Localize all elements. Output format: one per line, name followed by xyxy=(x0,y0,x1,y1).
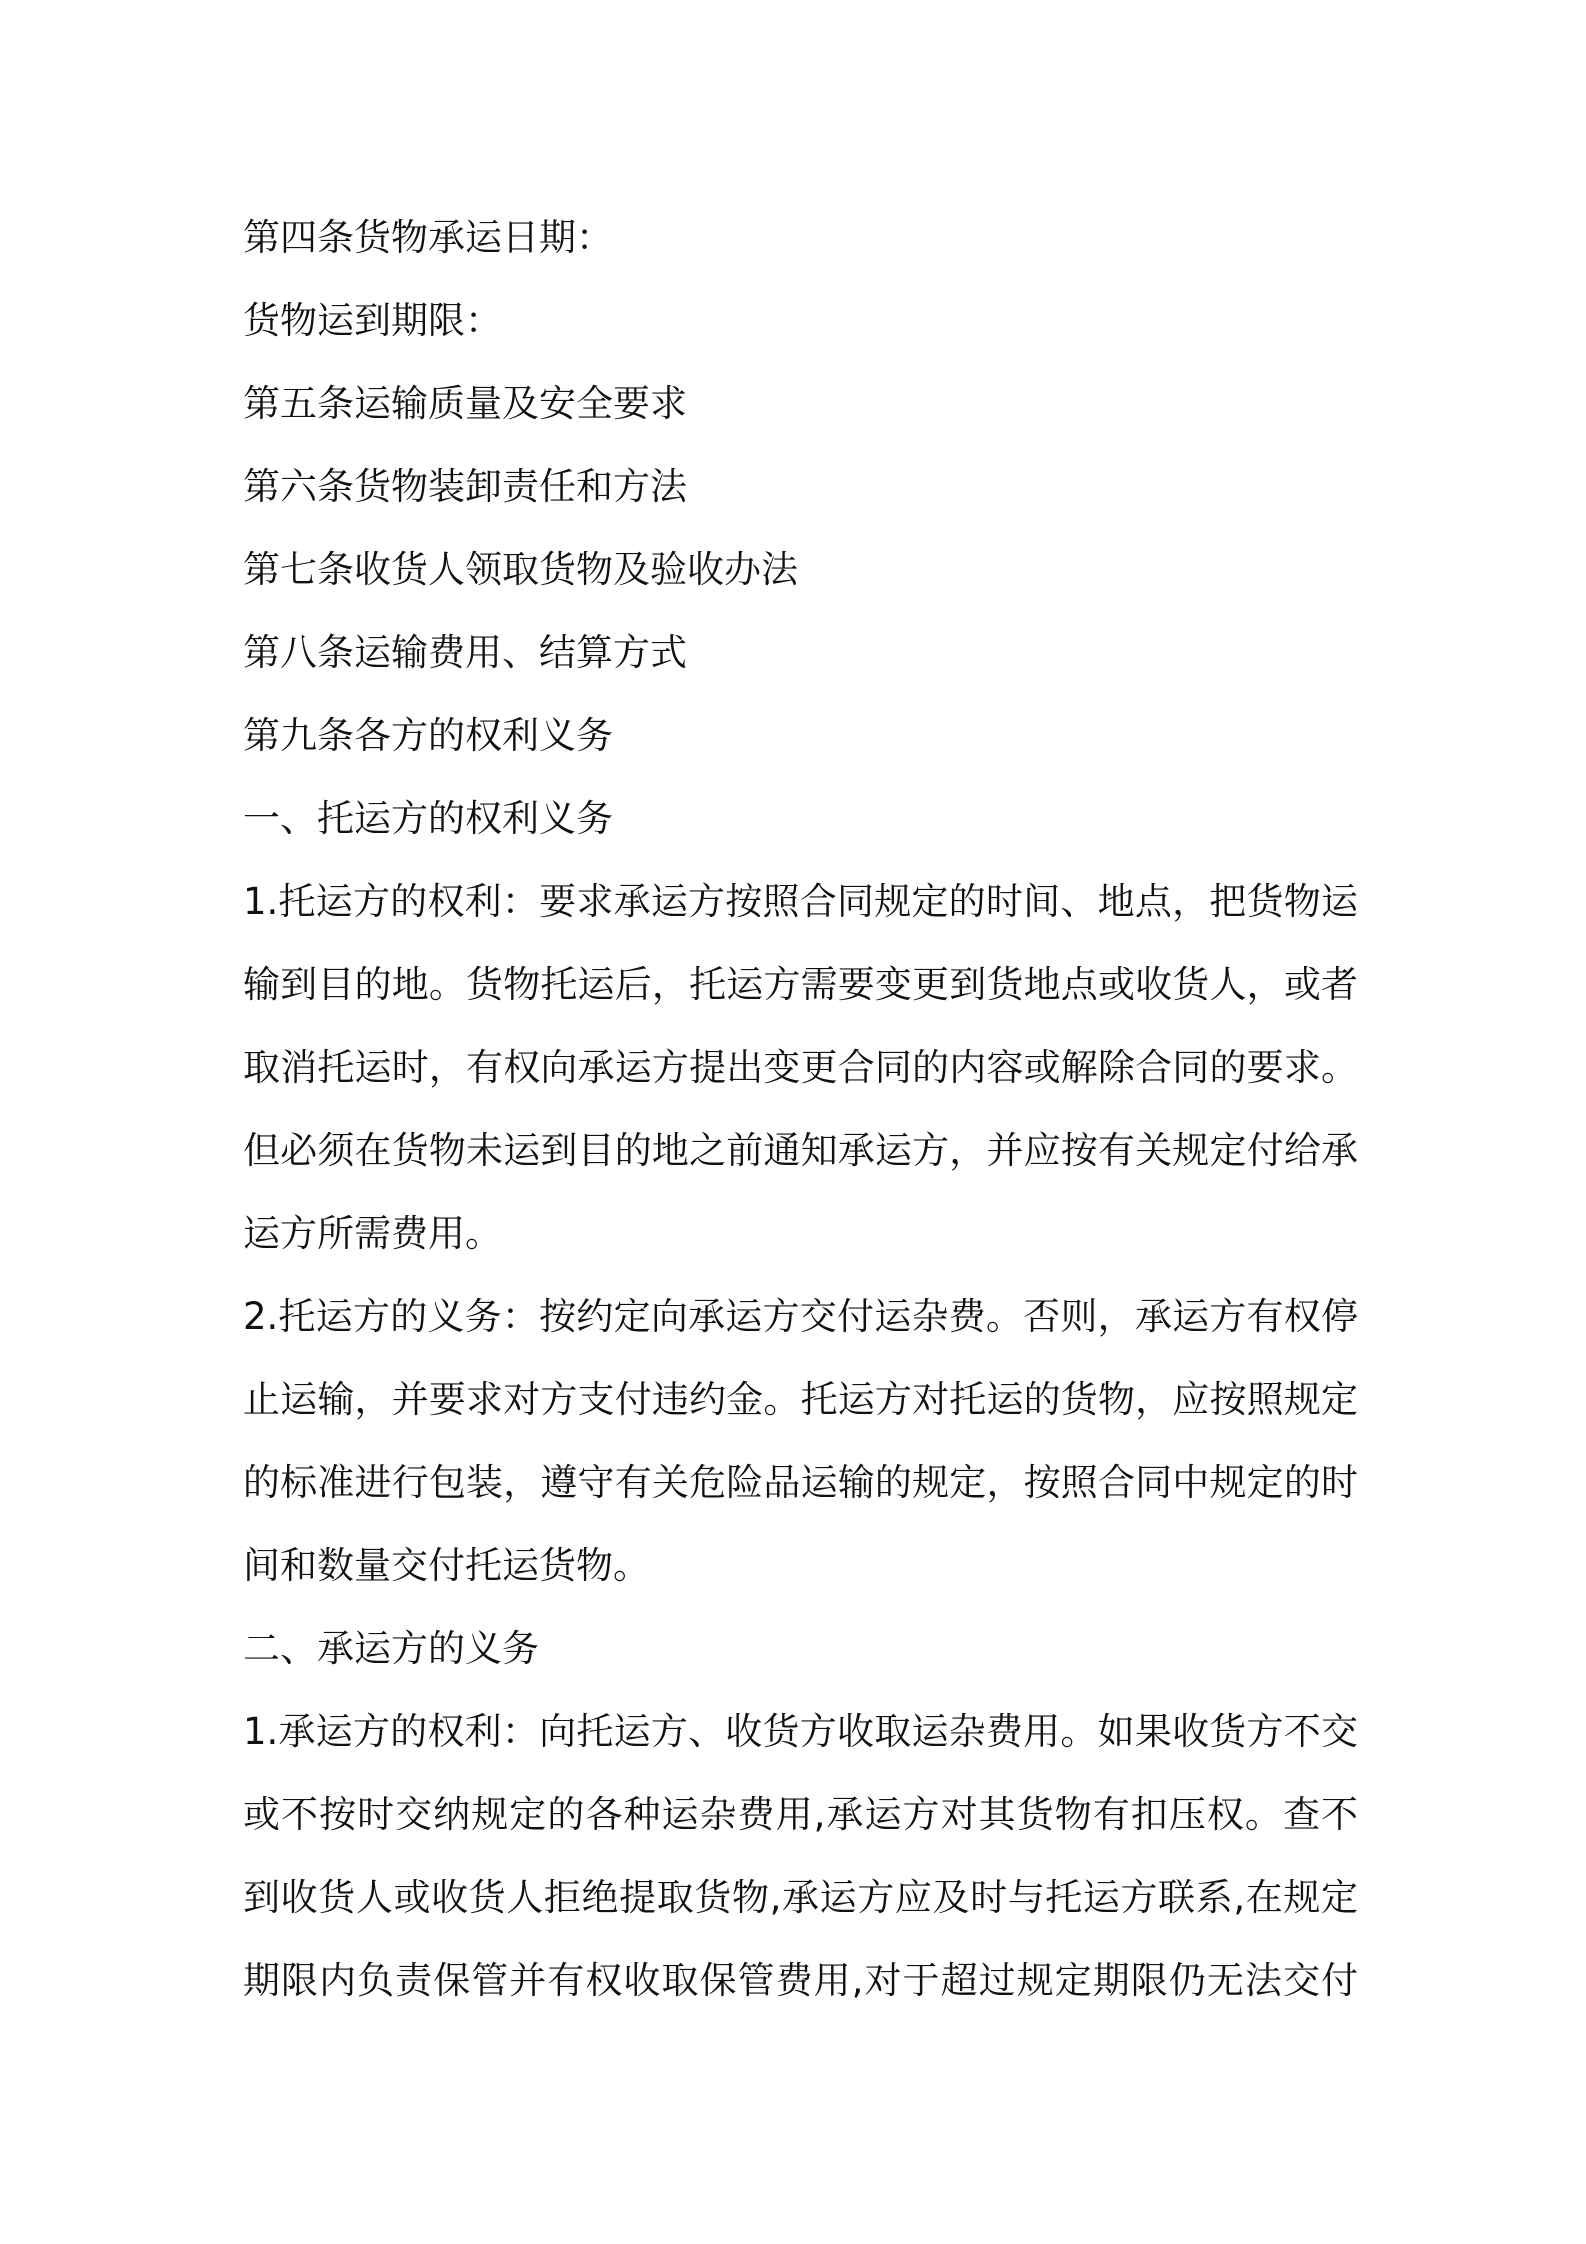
paragraph-line: 期限内负责保管并有权收取保管费用,对于超过规定期限仍无法交付 xyxy=(243,1959,1358,2002)
section-2-heading: 二、承运方的义务 xyxy=(243,1627,539,1670)
clause-8-heading: 第八条运输费用、结算方式 xyxy=(243,631,687,674)
clause-7-heading: 第七条收货人领取货物及验收办法 xyxy=(243,548,798,591)
paragraph-line: 取消托运时，有权向承运方提出变更合同的内容或解除合同的要求。 xyxy=(243,1046,1358,1089)
clause-5-heading: 第五条运输质量及安全要求 xyxy=(243,382,687,425)
paragraph-line: 到收货人或收货人拒绝提取货物,承运方应及时与托运方联系,在规定 xyxy=(243,1876,1358,1919)
paragraph-line: 1.托运方的权利：要求承运方按照合同规定的时间、地点，把货物运 xyxy=(243,880,1358,923)
delivery-deadline-heading: 货物运到期限： xyxy=(243,299,502,342)
paragraph-line: 止运输，并要求对方支付违约金。托运方对托运的货物，应按照规定 xyxy=(243,1378,1358,1421)
paragraph-line: 1.承运方的权利：向托运方、收货方收取运杂费用。如果收货方不交 xyxy=(243,1710,1358,1753)
paragraph-line: 运方所需费用。 xyxy=(243,1212,502,1255)
paragraph-line: 的标准进行包装，遵守有关危险品运输的规定，按照合同中规定的时 xyxy=(243,1461,1358,1504)
paragraph-line: 但必须在货物未运到目的地之前通知承运方，并应按有关规定付给承 xyxy=(243,1129,1358,1172)
paragraph-line: 间和数量交付托运货物。 xyxy=(243,1544,650,1587)
document-body xyxy=(243,196,1358,2022)
paragraph-line: 输到目的地。货物托运后，托运方需要变更到货地点或收货人，或者 xyxy=(243,963,1358,1006)
section-1-heading: 一、托运方的权利义务 xyxy=(243,797,613,840)
paragraph-line: 或不按时交纳规定的各种运杂费用,承运方对其货物有扣压权。查不 xyxy=(243,1793,1358,1836)
clause-6-heading: 第六条货物装卸责任和方法 xyxy=(243,465,687,508)
clause-4-heading: 第四条货物承运日期： xyxy=(243,216,613,259)
clause-9-heading: 第九条各方的权利义务 xyxy=(243,714,613,757)
paragraph-line: 2.托运方的义务：按约定向承运方交付运杂费。否则，承运方有权停 xyxy=(243,1295,1358,1338)
